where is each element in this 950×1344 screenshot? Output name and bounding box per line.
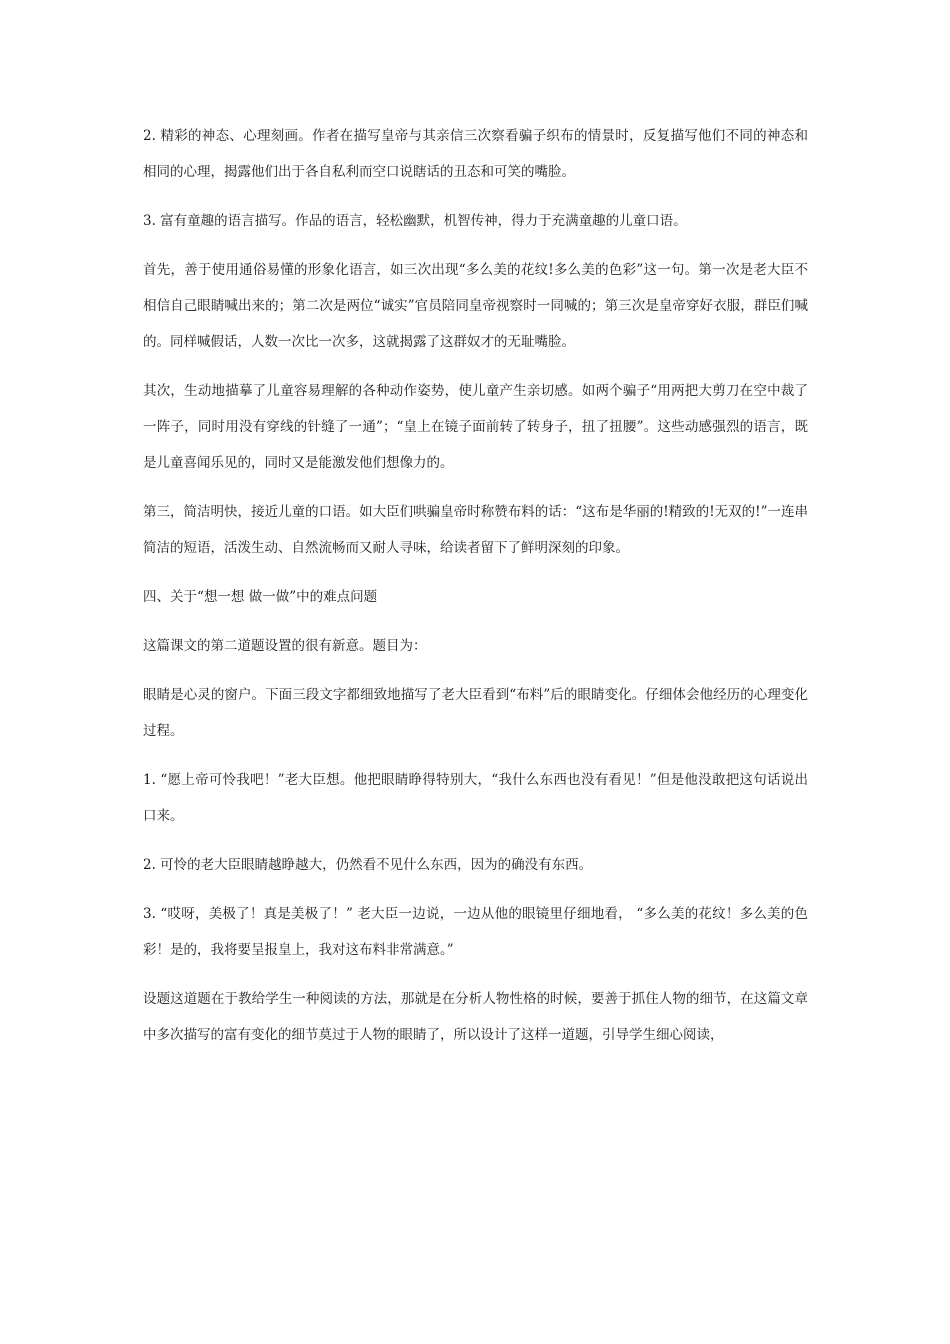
paragraph-second: 其次，生动地描摹了儿童容易理解的各种动作姿势，使儿童产生亲切感。如两个骗子“用两把大剪刀在空中裁了一阵子，同时用没有穿线的针缝了一通”；“皇上在镜子面前转了转身子，扭了扭腰”。这些动感强烈的语言，既是儿童喜闻乐见的，同时又是能激发他们想像力的。	[143, 383, 808, 471]
paragraph-question-intro: 这篇课文的第二道题设置的很有新意。题目为：	[143, 638, 427, 654]
quote-item-2: 2. 可怜的老大臣眼睛越睁越大，仍然看不见什么东西，因为的确没有东西。	[143, 857, 593, 873]
document-body	[143, 118, 808, 1066]
paragraph-point-2-portrayal: 2. 精彩的神态、心理刻画。作者在描写皇帝与其亲信三次察看骗子织布的情景时，反复描写他们不同的神态和相同的心理，揭露他们出于各自私利而空口说瞎话的丑态和可笑的嘴脸。	[143, 128, 808, 180]
paragraph-question-prompt: 眼睛是心灵的窗户。下面三段文字都细致地描写了老大臣看到“布料”后的眼睛变化。仔细体会他经历的心理变化过程。	[143, 687, 808, 739]
section-heading-4: 四、关于“想一想 做一做”中的难点问题	[143, 589, 378, 605]
paragraph-first: 首先，善于使用通俗易懂的形象化语言，如三次出现“多么美的花纹!多么美的色彩”这一句。第一次是老大臣不相信自己眼睛喊出来的；第二次是两位“诚实”官员陪同皇帝视察时一同喊的；第三次是皇帝穿好衣服，群臣们喊的。同样喊假话，人数一次比一次多，这就揭露了这群奴才的无耻嘴脸。	[143, 262, 808, 350]
quote-item-1: 1. “愿上帝可怜我吧！”老大臣想。他把眼睛睁得特别大，“我什么东西也没有看见！”但是他没敢把这句话说出口来。	[143, 772, 808, 824]
paragraph-design-purpose: 设题这道题在于教给学生一种阅读的方法，那就是在分析人物性格的时候，要善于抓住人物的细节，在这篇文章中多次描写的富有变化的细节莫过于人物的眼睛了，所以设计了这样一道题，引导学生细心阅读，	[143, 991, 808, 1043]
paragraph-third: 第三，简洁明快，接近儿童的口语。如大臣们哄骗皇帝时称赞布料的话：“这布是华丽的!精致的!无双的!”一连串简洁的短语，活泼生动、自然流畅而又耐人寻味，给读者留下了鲜明深刻的印象。	[143, 504, 808, 556]
paragraph-point-3-language: 3. 富有童趣的语言描写。作品的语言，轻松幽默，机智传神，得力于充满童趣的儿童口语。	[143, 213, 687, 229]
quote-item-3: 3. “哎呀，美极了！真是美极了！” 老大臣一边说，一边从他的眼镜里仔细地看， “多么美的花纹！多么美的色彩！是的，我将要呈报皇上，我对这布料非常满意。”	[143, 906, 808, 958]
